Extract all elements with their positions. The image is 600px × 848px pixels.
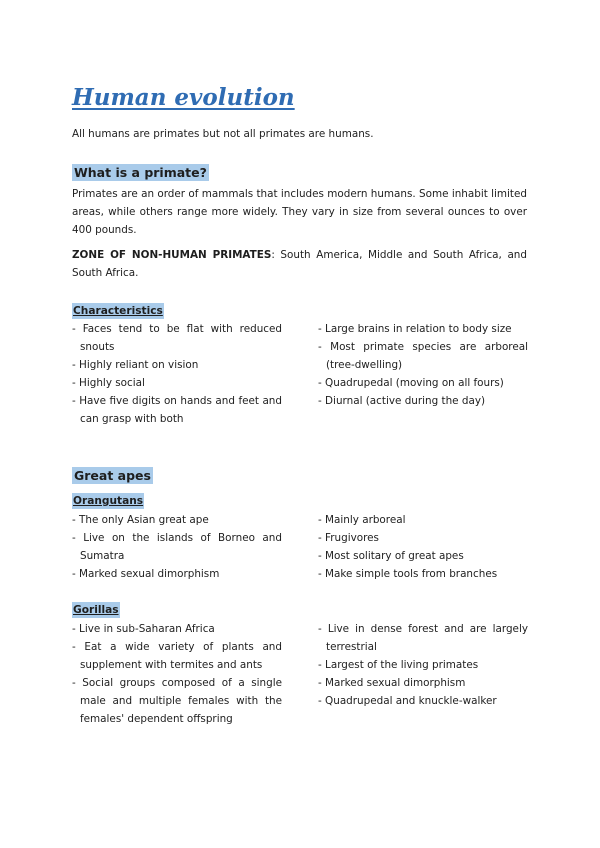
zone-text: : South America, Middle and South Africa, and South Africa. xyxy=(72,249,527,279)
subheading-orangutans: Orangutans xyxy=(73,495,144,507)
list-item: - Have five digits on hands and feet and can grasp with both xyxy=(72,395,282,425)
gorillas-right-list xyxy=(318,620,528,710)
list-item: - Faces tend to be flat with reduced snouts xyxy=(72,323,282,353)
orangutans-right-list xyxy=(318,511,528,583)
list-item: - Quadrupedal (moving on all fours) xyxy=(318,377,504,389)
characteristics-left-list xyxy=(72,320,282,428)
orangutans-left-list xyxy=(72,511,282,583)
subheading-characteristics: Characteristics xyxy=(73,305,163,317)
list-item: - Diurnal (active during the day) xyxy=(318,395,486,407)
list-item: - Mainly arboreal xyxy=(318,514,406,526)
list-item: - Largest of the living primates xyxy=(318,659,479,671)
list-item: - Live in dense forest and are largely terrestrial xyxy=(318,623,528,653)
list-item: - Large brains in relation to body size xyxy=(318,323,512,335)
list-item: - Marked sexual dimorphism xyxy=(72,568,220,580)
list-item: - Make simple tools from branches xyxy=(318,568,498,580)
subheading-gorillas: Gorillas xyxy=(73,604,119,616)
list-item: - Quadrupedal and knuckle-walker xyxy=(318,695,497,707)
section-heading-primate-label: What is a primate? xyxy=(74,165,207,180)
list-item: - The only Asian great ape xyxy=(72,514,209,526)
characteristics-right-list xyxy=(318,320,528,410)
section-heading-great-apes-label: Great apes xyxy=(74,468,151,483)
primate-definition: Primates are an order of mammals that includes modern humans. Some inhabit limited areas, while others range more widely. They vary in size from several ounces to over 400 pounds. xyxy=(72,188,527,236)
page-title: Human evolution xyxy=(72,84,295,111)
primate-zone xyxy=(72,246,527,282)
gorillas-left-list xyxy=(72,620,282,728)
section-heading-primate xyxy=(72,164,209,182)
list-item: - Highly social xyxy=(72,377,145,389)
list-item: - Eat a wide variety of plants and supplement with termites and ants xyxy=(72,641,282,671)
list-item: - Most solitary of great apes xyxy=(318,550,464,562)
list-item: - Frugivores xyxy=(318,532,379,544)
section-heading-great-apes xyxy=(72,467,153,485)
list-item: - Live in sub-Saharan Africa xyxy=(72,623,215,635)
zone-label: ZONE OF NON-HUMAN PRIMATES xyxy=(72,249,272,261)
list-item: - Highly reliant on vision xyxy=(72,359,199,371)
list-item: - Most primate species are arboreal (tree-dwelling) xyxy=(318,341,528,371)
list-item: - Live on the islands of Borneo and Sumatra xyxy=(72,532,282,562)
intro-text: All humans are primates but not all primates are humans. xyxy=(72,128,374,140)
list-item: - Social groups composed of a single male and multiple females with the females' dependent offspring xyxy=(72,677,282,725)
list-item: - Marked sexual dimorphism xyxy=(318,677,466,689)
